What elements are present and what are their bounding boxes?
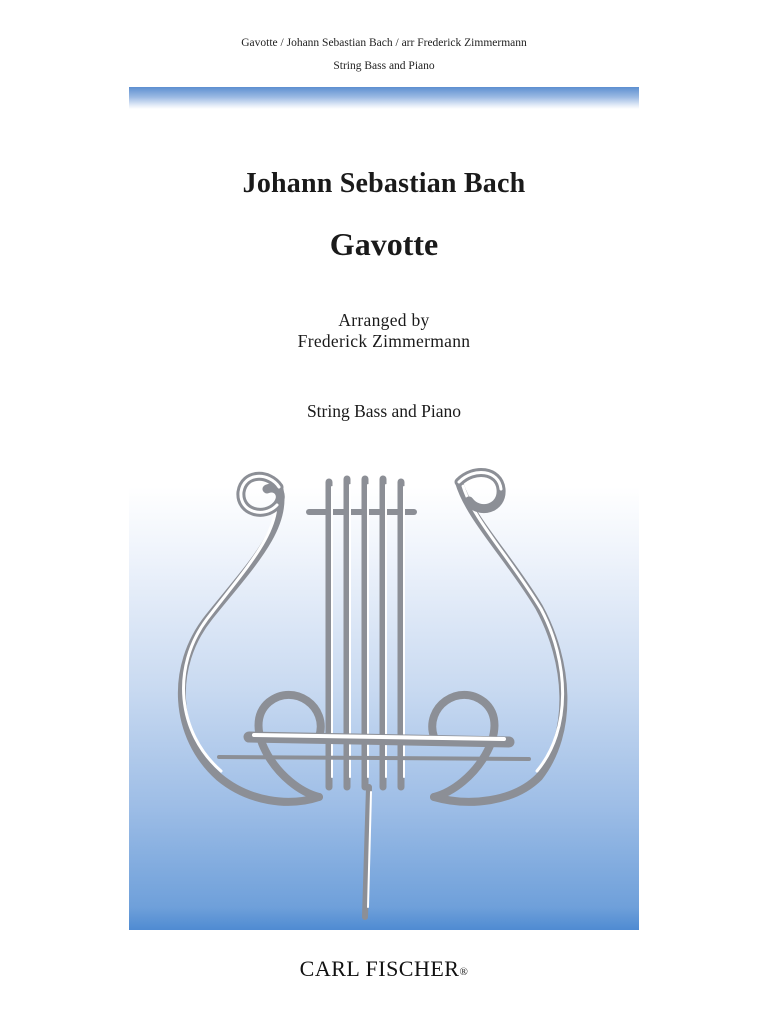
composer-name: Johann Sebastian Bach [242,168,526,199]
arranger-name: Frederick Zimmermann [297,331,471,351]
lyre-bottom-left-loop [259,695,321,797]
registered-mark: ® [459,966,469,978]
lyre-left-arm [182,487,319,802]
lyre-right-arm [434,482,563,802]
publisher-logo [0,956,768,982]
header-line-title: Gavotte / Johann Sebastian Bach / arr Frederick Zimmermann [241,37,527,49]
lyre-illustration [129,87,639,930]
publisher-name: CARL FISCHER [299,956,460,981]
arranged-by-label: Arranged by [338,310,430,330]
header-line-instrumentation: String Bass and Piano [333,60,435,72]
instrumentation: String Bass and Piano [306,401,462,421]
piece-title: Gavotte [329,226,439,262]
